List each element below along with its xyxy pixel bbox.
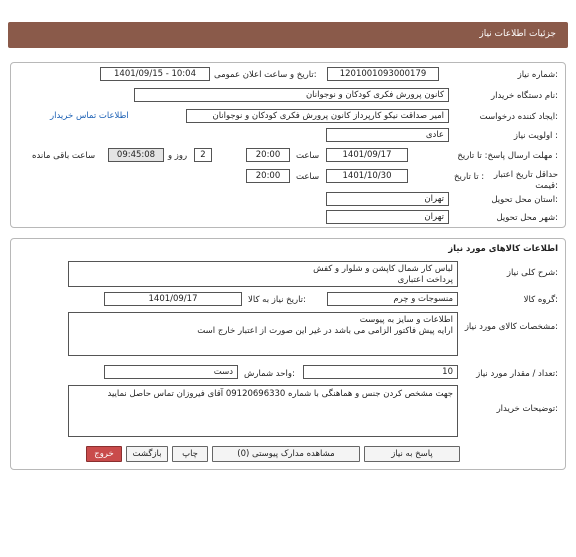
price-validity-label: حداقل تاریخ اعتبار قیمت: [493,170,558,191]
province-label: استان محل تحویل: [491,195,558,205]
goods-group-field: منسوجات و چرم [327,292,458,306]
deadline-date-field: 1401/09/17 [326,148,408,162]
days-label: روز و [168,151,188,161]
specs-line-2: ارایه پیش فاکتور الزامی می باشد در غیر این صورت از اعتبار خارج است [197,326,453,336]
need-info-panel [10,62,566,228]
city-field: تهران [326,210,449,224]
need-date-field: 1401/09/17 [104,292,242,306]
remaining-time-field: 09:45:08 [108,148,164,162]
summary-line-2: پرداخت اعتباری [397,275,453,285]
days-field: 2 [194,148,212,162]
summary-label: شرح کلی نیاز: [506,268,558,278]
announce-date-label: تاریخ و ساعت اعلان عمومی: [214,70,317,80]
back-button[interactable]: بازگشت [126,446,168,462]
need-date-label: تاریخ نیاز به کالا: [248,295,306,305]
deadline-time-label: ساعت [296,151,320,161]
city-label: شهر محل تحویل: [496,213,558,223]
goods-group-label: گروه کالا: [523,295,558,305]
unit-field: دست [104,365,238,379]
attachments-button[interactable]: مشاهده مدارک پیوستی (0) [212,446,360,462]
page-title-bar [8,22,568,48]
unit-label: واحد شمارش: [244,369,295,379]
deadline-time-field: 20:00 [246,148,290,162]
creator-label: ایجاد کننده درخواست: [479,112,558,122]
validity-time-label: ساعت [296,172,320,182]
province-field: تهران [326,192,449,206]
reply-button[interactable]: پاسخ به نیاز [364,446,460,462]
need-number-field: 1201001093000179 [327,67,439,81]
announce-date-field: 1401/09/15 - 10:04 [100,67,210,81]
quantity-field: 10 [303,365,458,379]
summary-field [68,261,458,287]
exit-button[interactable]: خروج [86,446,122,462]
buyer-name-label: نام دستگاه خریدار: [491,91,558,101]
specs-label: مشخصات کالای مورد نیاز: [464,322,558,332]
summary-line-1: لباس کار شمال کاپشن و شلوار و کفش [313,264,453,274]
validity-time-field: 20:00 [246,169,290,183]
buyer-notes-field: جهت مشخص کردن جنس و هماهنگی با شماره 09120696330 آقای فیروزان تماس حاصل نمایید [68,385,458,437]
priority-field: عادی [326,128,449,142]
quantity-label: تعداد / مقدار مورد نیاز: [476,369,558,379]
page-title: جزئیات اطلاعات نیاز [479,29,556,39]
deadline-label: مهلت ارسال پاسخ: تا تاریخ : [457,151,558,161]
priority-label: اولویت نیاز : [513,131,558,141]
validity-to-label: تا تاریخ : [454,172,485,182]
print-button[interactable]: چاپ [172,446,208,462]
need-number-label: شماره نیاز: [517,70,558,80]
specs-field [68,312,458,356]
buyer-contact-link[interactable]: اطلاعات تماس خریدار [50,111,129,121]
buyer-name-field: کانون پرورش فکری کودکان و نوجوانان [134,88,449,102]
creator-field: امیر صداقت نیکو کارپرداز کانون پرورش فکری کودکان و نوجوانان [186,109,449,123]
validity-date-field: 1401/10/30 [326,169,408,183]
buyer-notes-label: توضیحات خریدار: [496,404,558,414]
remaining-time-label: ساعت باقی مانده [32,151,96,161]
specs-line-1: اطلاعات و سایز به پیوست [359,315,453,325]
goods-section-title: اطلاعات کالاهای مورد نیاز [448,244,558,254]
